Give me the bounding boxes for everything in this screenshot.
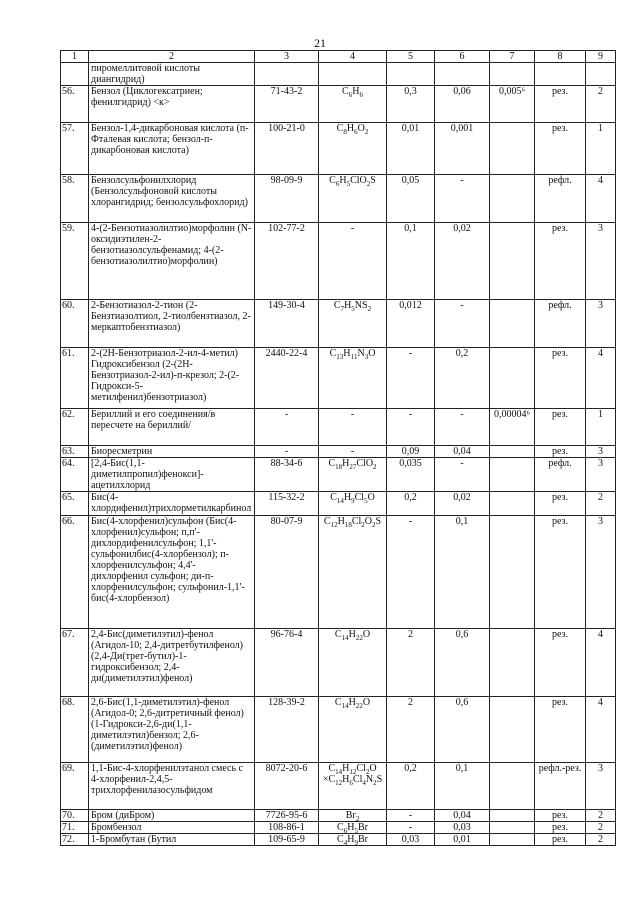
substance-name: 2,6-Бис(1,1-диметилэтил)-фенол (Агидол-0; 2,6-дитретичный фенол) (1-Гидрокси-2,6-ди(1,1-диметилэтил)бензол; 2,6-(диметилэтил)фенол)	[89, 697, 255, 763]
formula: $C_{14}H_9Cl_5O$	[319, 492, 387, 516]
table-row	[61, 409, 616, 446]
header-cell-9: 9	[586, 51, 616, 63]
limit-annual	[490, 697, 535, 763]
limit-annual	[490, 63, 535, 86]
aggregate-state: рефл.	[535, 175, 586, 223]
row-number: 63.	[61, 446, 89, 458]
formula: $C_{14}H_{22}O$	[319, 697, 387, 763]
limit-annual	[490, 810, 535, 822]
row-number: 58.	[61, 175, 89, 223]
limit-max-single: 0,3	[387, 86, 435, 123]
limit-max-single: -	[387, 810, 435, 822]
aggregate-state: рез.	[535, 629, 586, 697]
substance-name: 2-Бензотиазол-2-тион (2-Бензтиазолтиол, 2-тиолбензтиазол, 2-меркаптобензтиазол)	[89, 300, 255, 348]
row-number: 70.	[61, 810, 89, 822]
limit-annual: 0,005⁶	[490, 86, 535, 123]
hazard-class: 2	[586, 492, 616, 516]
hazard-class: 3	[586, 446, 616, 458]
table-row	[61, 348, 616, 409]
table-row	[61, 810, 616, 822]
cas-number: 98-09-9	[255, 175, 319, 223]
hazard-class: 4	[586, 175, 616, 223]
hazard-class: 3	[586, 223, 616, 300]
limit-avg-daily: -	[435, 409, 490, 446]
substance-name: 2-(2Н-Бензотриазол-2-ил-4-метил) Гидроксибензол (2-(2Н-Бензотриазол-2-ил)-п-крезол; 2-(2-Гидрокси-5-метилфенил)бензотриазол)	[89, 348, 255, 409]
limit-avg-daily: 0,04	[435, 446, 490, 458]
hazard-class: 4	[586, 697, 616, 763]
cas-number: 115-32-2	[255, 492, 319, 516]
limit-annual	[490, 300, 535, 348]
hazard-class: 2	[586, 810, 616, 822]
limit-avg-daily: 0,03	[435, 822, 490, 834]
limit-max-single: 0,035	[387, 458, 435, 492]
limit-annual	[490, 175, 535, 223]
table-row	[61, 822, 616, 834]
limit-avg-daily: 0,04	[435, 810, 490, 822]
cas-number: 128-39-2	[255, 697, 319, 763]
row-number: 62.	[61, 409, 89, 446]
limit-avg-daily: 0,1	[435, 516, 490, 629]
formula: $C_6H_5Br$	[319, 822, 387, 834]
limit-max-single: 0,012	[387, 300, 435, 348]
cas-number: 109-65-9	[255, 834, 319, 846]
limit-avg-daily: 0,02	[435, 223, 490, 300]
limit-avg-daily: -	[435, 458, 490, 492]
substance-name: Бензолсульфонилхлорид (Бензолсульфоновой кислоты хлорангидрид; бензолсульфохлорид)	[89, 175, 255, 223]
limit-annual	[490, 446, 535, 458]
aggregate-state: рез.	[535, 492, 586, 516]
table-row	[61, 458, 616, 492]
limit-annual	[490, 492, 535, 516]
row-number: 59.	[61, 223, 89, 300]
aggregate-state: рефл.	[535, 458, 586, 492]
limit-annual	[490, 458, 535, 492]
substance-name: Бензол-1,4-дикарбоновая кислота (п-Фталевая кислота; бензол-п-дикарбоновая кислота)	[89, 123, 255, 175]
row-number: 65.	[61, 492, 89, 516]
limit-annual	[490, 763, 535, 810]
limit-max-single: 0,03	[387, 834, 435, 846]
limit-max-single: 0,1	[387, 223, 435, 300]
limit-max-single: 0,09	[387, 446, 435, 458]
limit-annual	[490, 348, 535, 409]
aggregate-state: рез.	[535, 810, 586, 822]
hazard-class: 2	[586, 834, 616, 846]
hazard-class: 3	[586, 458, 616, 492]
limit-annual: 0,00004⁶	[490, 409, 535, 446]
formula: -	[319, 223, 387, 300]
cas-number: 7726-95-6	[255, 810, 319, 822]
hazard-class: 2	[586, 822, 616, 834]
cas-number: 96-76-4	[255, 629, 319, 697]
hazard-class: 3	[586, 300, 616, 348]
substance-name: [2,4-Бис(1,1-диметилпропил)фенокси]-ацетилхлорид	[89, 458, 255, 492]
substance-name: Бис(4-хлордифенил)трихлорметилкарбинол	[89, 492, 255, 516]
formula: $C_7H_5NS_2$	[319, 300, 387, 348]
header-cell-6: 6	[435, 51, 490, 63]
cas-number: -	[255, 446, 319, 458]
table-row	[61, 123, 616, 175]
aggregate-state	[535, 63, 586, 86]
formula: $C_6H_5ClO_2S$	[319, 175, 387, 223]
cas-number: 8072-20-6	[255, 763, 319, 810]
cas-number: 71-43-2	[255, 86, 319, 123]
hazard-class: 1	[586, 409, 616, 446]
table-row	[61, 223, 616, 300]
limit-max-single: 2	[387, 629, 435, 697]
limit-avg-daily: 0,1	[435, 763, 490, 810]
substance-table	[60, 50, 616, 846]
table-row	[61, 300, 616, 348]
aggregate-state: рез.	[535, 516, 586, 629]
aggregate-state: рез.	[535, 822, 586, 834]
substance-name: Бензол (Циклогексатриен; фенилгидрид) <к>	[89, 86, 255, 123]
aggregate-state: рез.	[535, 223, 586, 300]
cas-number: 88-34-6	[255, 458, 319, 492]
row-number: 67.	[61, 629, 89, 697]
limit-max-single: -	[387, 822, 435, 834]
limit-max-single: 0,2	[387, 763, 435, 810]
limit-avg-daily: 0,6	[435, 697, 490, 763]
hazard-class: 2	[586, 86, 616, 123]
substance-name: пиромеллитовой кислоты диангидрид)	[89, 63, 255, 86]
header-cell-1: 1	[61, 51, 89, 63]
limit-avg-daily: 0,02	[435, 492, 490, 516]
limit-annual	[490, 223, 535, 300]
table-row	[61, 697, 616, 763]
hazard-class: 3	[586, 516, 616, 629]
formula: -	[319, 446, 387, 458]
hazard-class: 1	[586, 123, 616, 175]
hazard-class	[586, 63, 616, 86]
aggregate-state: рефл.	[535, 300, 586, 348]
formula: -	[319, 409, 387, 446]
table-header-row	[61, 51, 616, 63]
cas-number: 108-86-1	[255, 822, 319, 834]
row-number	[61, 63, 89, 86]
limit-avg-daily: 0,001	[435, 123, 490, 175]
row-number: 71.	[61, 822, 89, 834]
substance-name: 2,4-Бис(диметилэтил)-фенол (Агидол-10; 2,4-дитретбутилфенол) (2,4-Ди(трет-бутил)-1-гидроксибензол; 2,4-ди(диметилэтил)фенол)	[89, 629, 255, 697]
formula: $C_{13}H_{11}N_3O$	[319, 348, 387, 409]
table-row	[61, 629, 616, 697]
aggregate-state: рефл.-рез.	[535, 763, 586, 810]
row-number: 56.	[61, 86, 89, 123]
limit-annual	[490, 123, 535, 175]
row-number: 72.	[61, 834, 89, 846]
formula: $C_{14}H_{22}O$	[319, 629, 387, 697]
limit-max-single	[387, 63, 435, 86]
limit-annual	[490, 834, 535, 846]
limit-max-single: 0,05	[387, 175, 435, 223]
limit-max-single: -	[387, 348, 435, 409]
table-row	[61, 86, 616, 123]
substance-name: Биоресметрин	[89, 446, 255, 458]
substance-name: 4-(2-Бензотиазолилтио)морфолин (N-оксидиэтилен-2-бензотиазолсульфенамид; 4-(2-бензотиазолилтио)морфолин)	[89, 223, 255, 300]
limit-avg-daily: 0,6	[435, 629, 490, 697]
aggregate-state: рез.	[535, 446, 586, 458]
row-number: 66.	[61, 516, 89, 629]
aggregate-state: рез.	[535, 697, 586, 763]
cas-number: 102-77-2	[255, 223, 319, 300]
limit-max-single: 0,01	[387, 123, 435, 175]
limit-annual	[490, 629, 535, 697]
formula: $C_{18}H_{27}ClO_2$	[319, 458, 387, 492]
limit-max-single: -	[387, 516, 435, 629]
header-cell-5: 5	[387, 51, 435, 63]
substance-name: 1,1-Бис-4-хлорфенилэтанол смесь с 4-хлорфенил-2,4,5-трихлорфенилазосульфидом	[89, 763, 255, 810]
aggregate-state: рез.	[535, 123, 586, 175]
limit-max-single: 0,2	[387, 492, 435, 516]
header-cell-2: 2	[89, 51, 255, 63]
table-row	[61, 175, 616, 223]
cas-number: 100-21-0	[255, 123, 319, 175]
hazard-class: 4	[586, 348, 616, 409]
limit-avg-daily: -	[435, 300, 490, 348]
aggregate-state: рез.	[535, 834, 586, 846]
formula: $C_{12}H_{18}Cl_2O_2S$	[319, 516, 387, 629]
table-row	[61, 516, 616, 629]
row-number: 57.	[61, 123, 89, 175]
limit-max-single: -	[387, 409, 435, 446]
limit-annual	[490, 822, 535, 834]
substance-name: 1-Бромбутан (Бутил	[89, 834, 255, 846]
table-row	[61, 763, 616, 810]
substance-name: Бромбензол	[89, 822, 255, 834]
substance-name: Бериллий и его соединения/в пересчете на бериллий/	[89, 409, 255, 446]
table-row	[61, 834, 616, 846]
page-number: 21	[314, 36, 326, 50]
limit-avg-daily	[435, 63, 490, 86]
row-number: 69.	[61, 763, 89, 810]
cas-number: -	[255, 409, 319, 446]
formula: $C_8H_6O_2$	[319, 123, 387, 175]
header-cell-8: 8	[535, 51, 586, 63]
limit-avg-daily: 0,06	[435, 86, 490, 123]
table-row	[61, 446, 616, 458]
row-number: 60.	[61, 300, 89, 348]
cas-number: 80-07-9	[255, 516, 319, 629]
row-number: 61.	[61, 348, 89, 409]
cas-number: 149-30-4	[255, 300, 319, 348]
formula: $C_{14}H_{12}Cl_2O \times C_{12}H_6Cl_4N_2S$	[319, 763, 387, 810]
aggregate-state: рез.	[535, 348, 586, 409]
table-row	[61, 63, 616, 86]
formula: $C_6H_6$	[319, 86, 387, 123]
cas-number	[255, 63, 319, 86]
formula	[319, 63, 387, 86]
substance-name: Бром (диБром)	[89, 810, 255, 822]
header-cell-4: 4	[319, 51, 387, 63]
substance-name: Бис(4-хлорфенил)сульфон (Бис(4-хлорфенил)сульфон; п,п'-дихлордифенилсульфон; 1,1'-сульфонилбис(4-хлорбензол); п-хлорфенилсульфон; 4,4'-дихлорфенил сульфон; ди-п-хлорфенилсульфон; сульфонил-1,1'-бис(4-хлорбензол)	[89, 516, 255, 629]
formula: $Br_2$	[319, 810, 387, 822]
limit-max-single: 2	[387, 697, 435, 763]
header-cell-7: 7	[490, 51, 535, 63]
formula: $C_4H_9Br$	[319, 834, 387, 846]
cas-number: 2440-22-4	[255, 348, 319, 409]
header-cell-3: 3	[255, 51, 319, 63]
limit-annual	[490, 516, 535, 629]
limit-avg-daily: -	[435, 175, 490, 223]
hazard-class: 3	[586, 763, 616, 810]
limit-avg-daily: 0,01	[435, 834, 490, 846]
row-number: 68.	[61, 697, 89, 763]
row-number: 64.	[61, 458, 89, 492]
limit-avg-daily: 0,2	[435, 348, 490, 409]
hazard-class: 4	[586, 629, 616, 697]
table-row	[61, 492, 616, 516]
aggregate-state: рез.	[535, 86, 586, 123]
aggregate-state: рез.	[535, 409, 586, 446]
